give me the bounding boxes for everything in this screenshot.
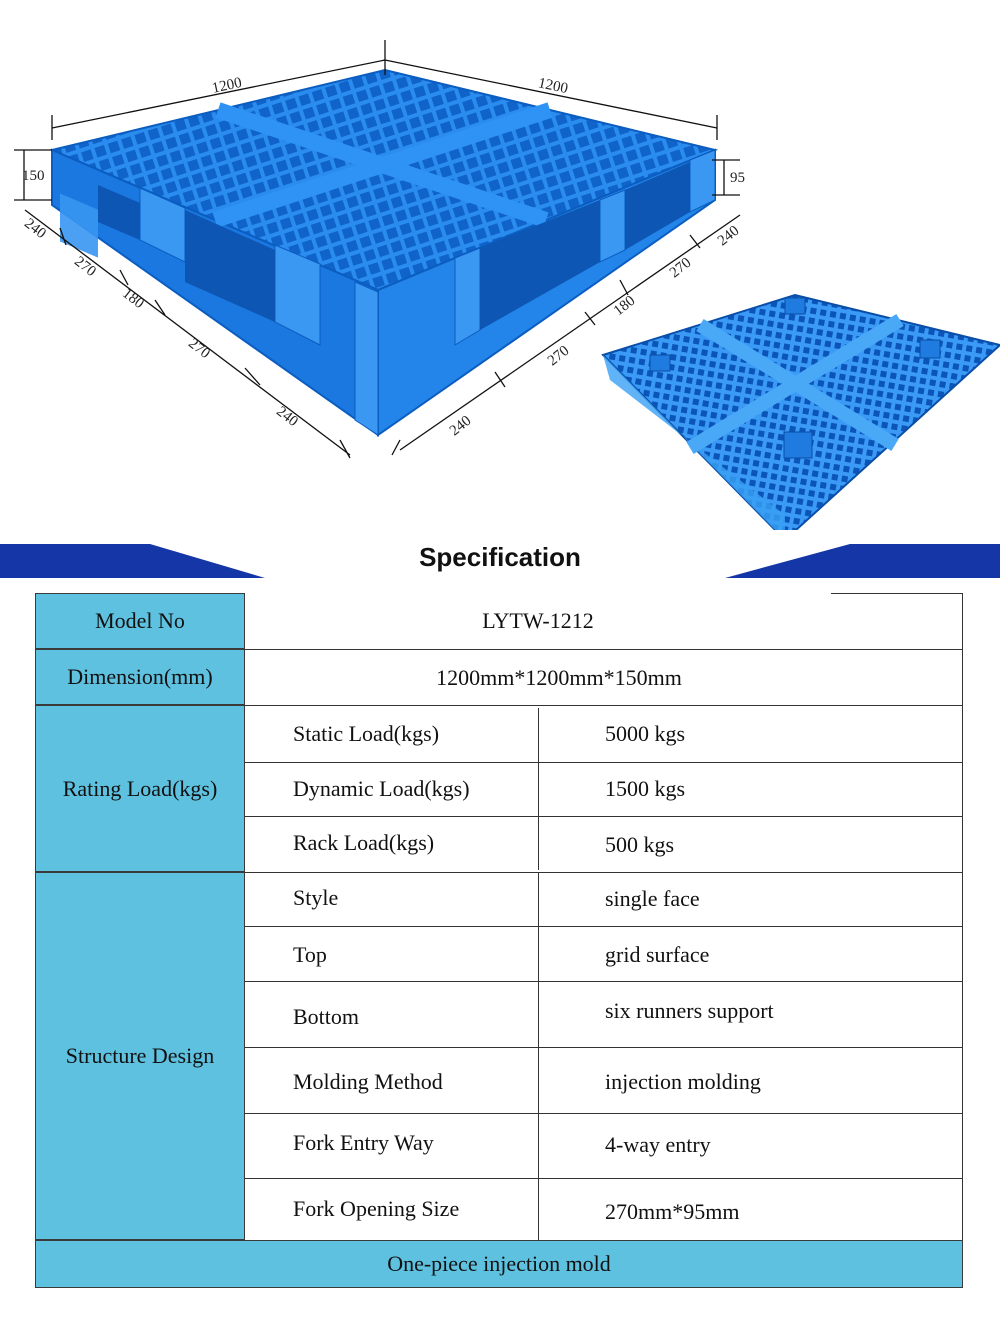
dim-right-5: 240 — [714, 222, 743, 250]
structure-value-molding: injection molding — [605, 1056, 945, 1108]
dim-right-4: 270 — [666, 254, 695, 282]
dim-top-right: 1200 — [536, 75, 570, 98]
specification-title: Specification — [419, 542, 581, 572]
rating-name-rack: Rack Load(kgs) — [293, 817, 533, 869]
spec-table — [35, 593, 963, 1288]
structure-name-fork-opening: Fork Opening Size — [293, 1183, 533, 1235]
model-value: LYTW-1212 — [245, 593, 831, 649]
footer-note: One-piece injection mold — [35, 1240, 963, 1288]
dim-top-left: 1200 — [210, 74, 244, 97]
rating-name-dynamic: Dynamic Load(kgs) — [293, 763, 533, 815]
structure-value-fork-opening: 270mm*95mm — [605, 1186, 945, 1238]
structure-design-label: Structure Design — [35, 872, 245, 1240]
secondary-pallet-image — [603, 292, 1000, 530]
structure-value-style: single face — [605, 873, 945, 925]
rating-name-static: Static Load(kgs) — [293, 708, 533, 760]
dimension-value: 1200mm*1200mm*150mm — [245, 650, 873, 705]
dim-right-1: 240 — [446, 412, 475, 440]
dim-left-5: 240 — [273, 403, 301, 430]
structure-name-top: Top — [293, 929, 533, 981]
structure-value-top: grid surface — [605, 929, 945, 981]
structure-name-molding: Molding Method — [293, 1056, 533, 1108]
structure-name-bottom: Bottom — [293, 991, 533, 1043]
dim-left-3: 180 — [119, 285, 147, 312]
model-label: Model No — [35, 593, 245, 649]
structure-value-bottom: six runners support — [605, 985, 945, 1037]
rating-value-rack: 500 kgs — [605, 819, 945, 871]
dim-right-2: 270 — [544, 342, 573, 370]
dimension-label: Dimension(mm) — [35, 649, 245, 705]
dim-right-3: 180 — [610, 292, 639, 320]
dim-left-1: 240 — [21, 215, 49, 242]
product-diagram — [0, 0, 1000, 530]
rating-value-static: 5000 kgs — [605, 708, 945, 760]
structure-name-fork-entry: Fork Entry Way — [293, 1117, 533, 1169]
dim-height-right: 95 — [730, 170, 745, 186]
rating-value-dynamic: 1500 kgs — [605, 763, 945, 815]
rating-load-label: Rating Load(kgs) — [35, 705, 245, 872]
pallet-dimension-drawing — [0, 0, 1000, 530]
structure-value-fork-entry: 4-way entry — [605, 1119, 945, 1171]
dim-height-left: 150 — [22, 168, 45, 184]
dim-left-4: 270 — [185, 335, 213, 362]
dim-left-2: 270 — [71, 253, 99, 280]
structure-name-style: Style — [293, 873, 533, 923]
